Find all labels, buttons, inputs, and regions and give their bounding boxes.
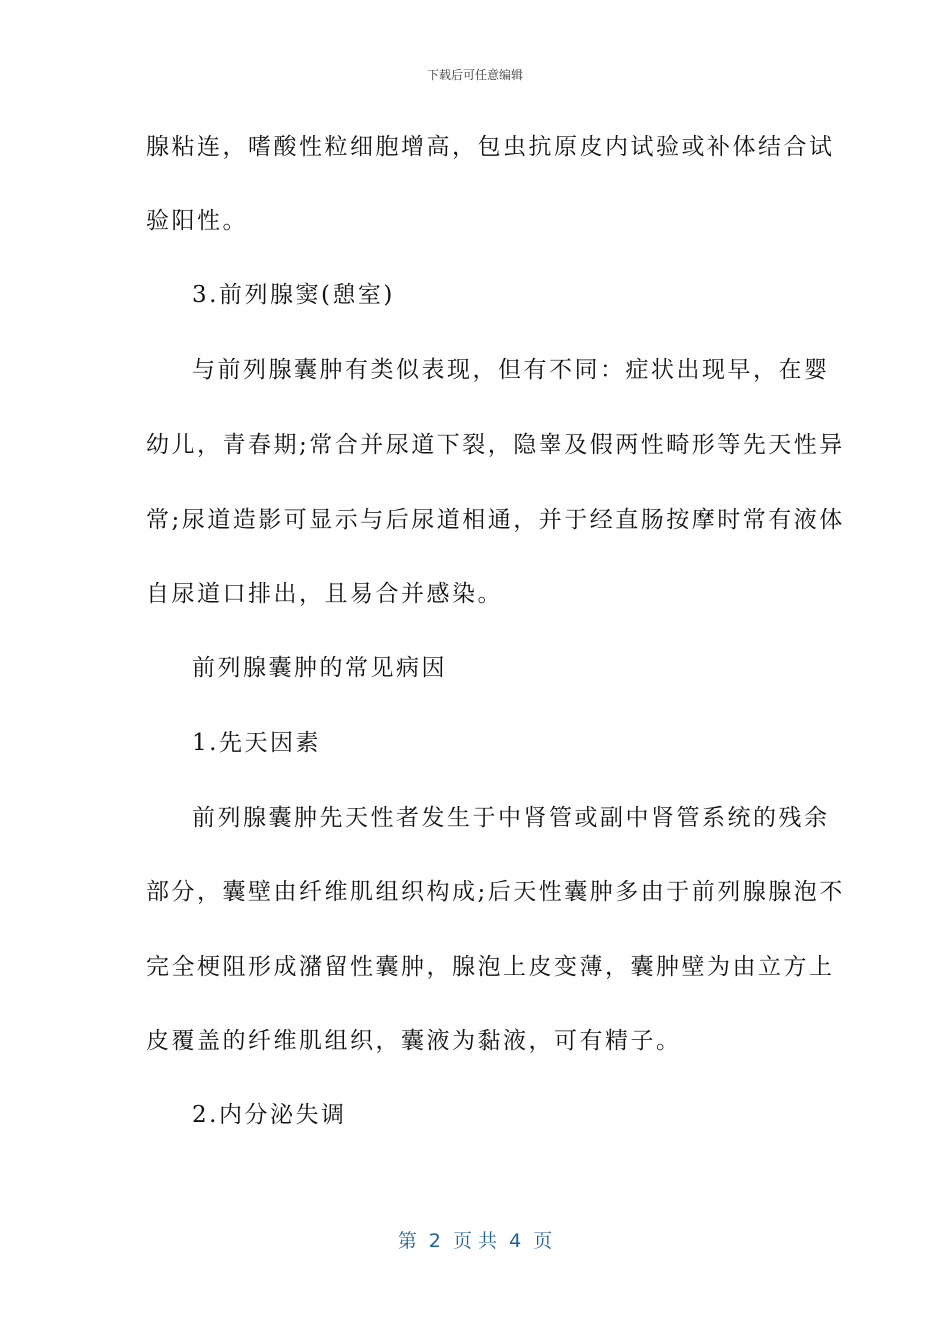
section-heading: 前列腺囊肿的常见病因 (192, 655, 447, 681)
text-line: 完全梗阻形成潴留性囊肿，腺泡上皮变薄，囊肿壁为由立方上 (146, 954, 835, 980)
text-line: 验阳性。 (146, 208, 248, 234)
text-line: 腺粘连，嗜酸性粒细胞增高，包虫抗原皮内试验或补体结合试 (146, 134, 835, 160)
section-heading: 2.内分泌失调 (192, 1102, 347, 1128)
section-heading: 3.前列腺窦(憩室) (192, 282, 395, 308)
section-heading: 1.先天因素 (192, 730, 321, 756)
page-number: 第 2 页 共 4 页 (397, 1230, 553, 1252)
text-line: 皮覆盖的纤维肌组织，囊液为黏液，可有精子。 (146, 1028, 682, 1054)
text-line: 与前列腺囊肿有类似表现，但有不同：症状出现早，在婴 (192, 357, 830, 383)
header-note: 下载后可任意编辑 (426, 68, 523, 82)
text-line: 前列腺囊肿先天性者发生于中肾管或副中肾管系统的残余 (192, 805, 830, 831)
text-line: 自尿道口排出，且易合并感染。 (146, 581, 503, 607)
text-line: 部分，囊壁由纤维肌组织构成;后天性囊肿多由于前列腺腺泡不 (146, 879, 845, 905)
text-line: 幼儿，青春期;常合并尿道下裂，隐睾及假两性畸形等先天性异 (146, 432, 845, 458)
text-line: 常;尿道造影可显示与后尿道相通，并于经直肠按摩时常有液体 (146, 507, 845, 533)
